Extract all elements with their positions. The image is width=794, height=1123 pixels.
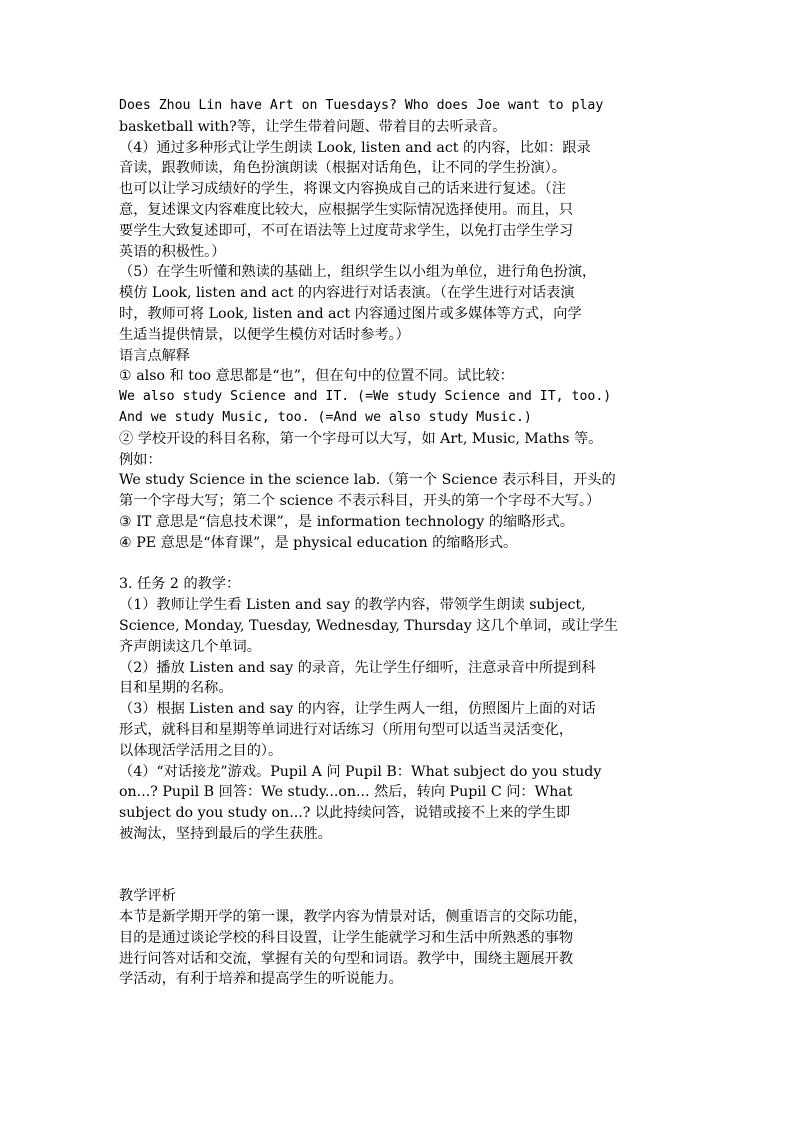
task-2-step-1-line: Science, Monday, Tuesday, Wednesday, Thursday 这几个单词，或让学生 (119, 617, 619, 634)
step-4-line: 意，复述课文内容难度比较大，应根据学生实际情况选择使用。而且，只 (119, 201, 574, 218)
task-2-step-4-line: on...? Pupil B 回答：We study...on... 然后，转向 Pupil C 问：What (119, 784, 573, 801)
spacer (119, 845, 681, 887)
task-2-heading: 3. 任务 2 的教学： (119, 576, 241, 593)
task-2-step-3-line: 以体现活学活用之目的）。 (119, 742, 283, 759)
evaluation-line: 本节是新学期开学的第一课，教学内容为情景对话，侧重语言的交际功能， (119, 909, 588, 926)
task-2-step-4: （4）“对话接龙”游戏。Pupil A 问 Pupil B：What subject do you study (119, 763, 602, 780)
task-2-step-1: （1）教师让学生看 Listen and say 的教学内容，带领学生朗读 subject, (119, 597, 586, 614)
task-2-section (119, 574, 681, 844)
spacer (119, 554, 681, 575)
evaluation-line: 学活动，有利于培养和提高学生的听说能力。 (119, 971, 403, 988)
task-2-step-2-line: 目和星期的名称。 (119, 680, 233, 697)
intro-paragraph (119, 96, 681, 138)
step-4-line: （4）通过多种形式让学生朗读 Look, listen and act 的内容，比如：跟录 (119, 139, 591, 156)
language-point-2-line: We study Science in the science lab.（第一个 Science 表示科目，开头的 (119, 472, 616, 489)
step-5-paragraph (119, 262, 681, 345)
language-point-2-line: 第一个字母大写；第二个 science 不表示科目，开头的第一个字母不大写。） (119, 493, 601, 510)
step-5-line: （5）在学生听懂和熟读的基础上，组织学生以小组为单位，进行角色扮演， (119, 264, 597, 281)
language-point-2-line: 例如： (119, 451, 162, 468)
example-sentence: We also study Science and IT. (=We study Science and IT, too.) (119, 389, 612, 405)
task-2-step-1-line: 齐声朗读这几个单词。 (119, 638, 261, 655)
evaluation-section (119, 886, 681, 990)
task-2-step-2: （2）播放 Listen and say 的录音，先让学生仔细听，注意录音中所提到科 (119, 659, 596, 676)
task-2-step-4-line: 被淘汰，坚持到最后的学生获胜。 (119, 825, 332, 842)
step-4-line: 英语的积极性。） (119, 243, 226, 260)
intro-line: basketball with?等，让学生带着问题、带着目的去听录音。 (119, 118, 507, 135)
language-point-3: ③ IT 意思是“信息技术课”，是 information technology 的缩略形式。 (119, 513, 574, 530)
step-4-paragraph (119, 138, 681, 263)
language-point-4: ④ PE 意思是“体育课”，是 physical education 的缩略形式。 (119, 534, 518, 551)
step-4-line: 要学生大致复述即可，不可在语法等上过度苛求学生，以免打击学生学习 (119, 222, 574, 239)
step-4-line: 音读，跟教师读，角色扮演朗读（根据对话角色，让不同的学生扮演）。 (119, 160, 566, 177)
language-points-section (119, 346, 681, 554)
language-point-1: ① also 和 too 意思都是“也”，但在句中的位置不同。试比较： (119, 368, 514, 385)
step-4-line: 也可以让学习成绩好的学生，将课文内容换成自己的话来进行复述。（注 (119, 181, 566, 198)
evaluation-heading: 教学评析 (119, 888, 176, 905)
language-points-heading: 语言点解释 (119, 347, 190, 364)
step-5-line: 生适当提供情景，以便学生模仿对话时参考。） (119, 326, 410, 343)
language-point-2: ② 学校开设的科目名称，第一个字母可以大写，如 Art, Music, Maths 等。 (119, 430, 603, 447)
task-2-step-3: （3）根据 Listen and say 的内容，让学生两人一组，仿照图片上面的对话 (119, 701, 596, 718)
example-sentence: And we study Music, too. (=And we also study Music.) (119, 409, 532, 425)
task-2-step-3-line: 形式，就科目和星期等单词进行对话练习（所用句型可以适当灵活变化， (119, 721, 574, 738)
intro-line: Does Zhou Lin have Art on Tuesdays? Who does Joe want to play (119, 98, 604, 113)
evaluation-line: 进行问答对话和交流，掌握有关的句型和词语。教学中，围绕主题展开教 (119, 950, 574, 967)
step-5-line: 模仿 Look, listen and act 的内容进行对话表演。（在学生进行对话表演 (119, 285, 575, 302)
document-page (119, 96, 681, 990)
evaluation-line: 目的是通过谈论学校的科目设置，让学生能就学习和生活中所熟悉的事物 (119, 929, 574, 946)
step-5-line: 时，教师可将 Look, listen and act 内容通过图片或多媒体等方式，向学 (119, 305, 582, 322)
task-2-step-4-line: subject do you study on...? 以此持续问答，说错或接不上来的学生即 (119, 805, 571, 822)
